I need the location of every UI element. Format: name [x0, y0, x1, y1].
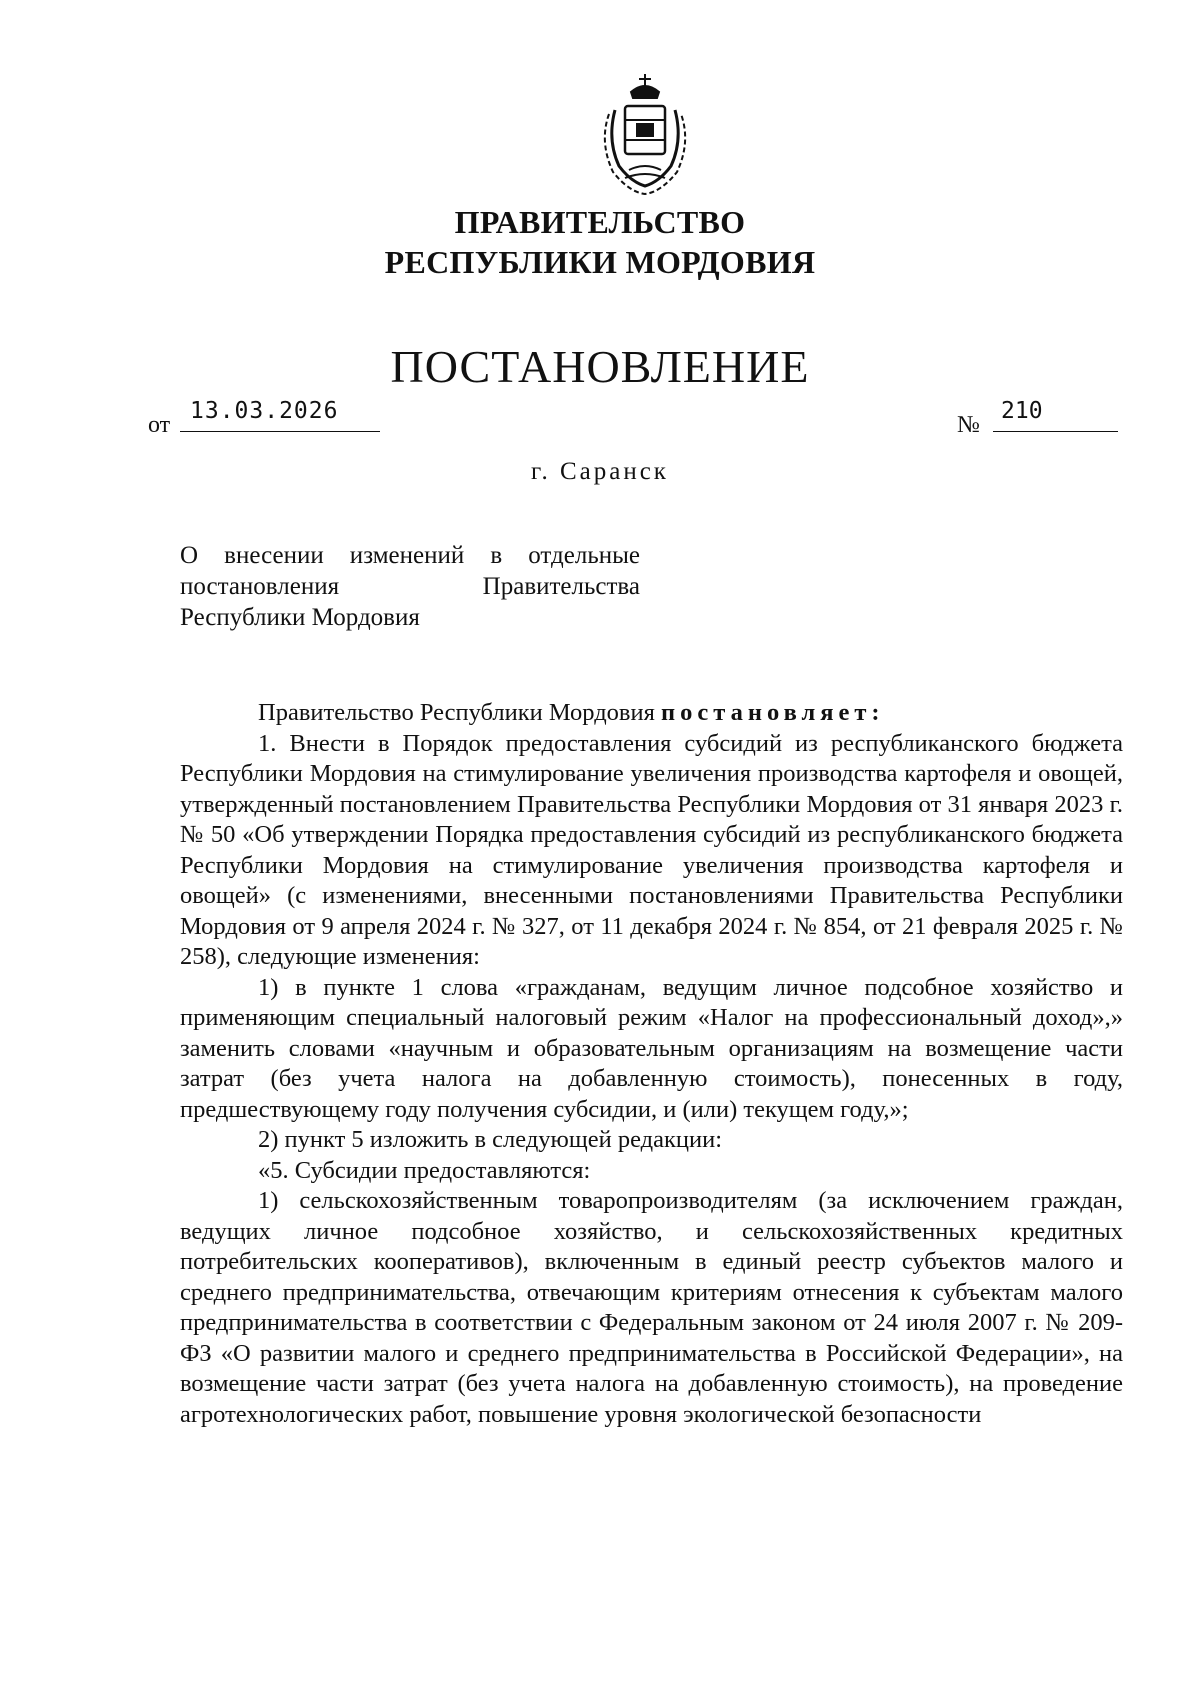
- preamble-text: Правительство Республики Мордовия: [258, 699, 662, 726]
- document-date: 13.03.2026: [180, 398, 380, 432]
- date-label: от: [148, 412, 171, 438]
- preamble-action: постановляет:: [661, 699, 885, 726]
- organization-name-line1: ПРАВИТЕЛЬСТВО: [454, 204, 746, 240]
- document-subject: [180, 540, 640, 633]
- city-location: г. Саранск: [531, 458, 669, 485]
- document-body: [180, 698, 1123, 1430]
- subject-line: постановления Правительства: [180, 573, 640, 600]
- paragraph: 2) пункт 5 изложить в следующей редакции:: [258, 1126, 723, 1153]
- subject-line: О внесении изменений в отдельные: [180, 542, 640, 569]
- document-number: 210: [993, 398, 1118, 432]
- number-label: №: [957, 412, 980, 438]
- preamble: [180, 698, 1123, 729]
- subject-line: Республики Мордовия: [180, 604, 420, 631]
- paragraph: 1) сельскохозяйственным товаропроизводителям (за исключением граждан, ведущих личное подсобное хозяйство, и сельскохозяйственных кредитных потребительских кооперативов), включенным в единый реестр субъектов малого и среднего предпринимательства, отвечающим критериям отнесения к субъектам малого предпринимательства в соответствии с Федеральным законом от 24 июля 2007 г. № 209-ФЗ «О развитии малого и среднего предпринимательства в Российской Федерации», на возмещение части затрат (без учета налога на добавленную стоимость), на проведение агротехнологических работ, повышение уровня экологической безопасности: [180, 1187, 1123, 1428]
- paragraph: 1. Внести в Порядок предоставления субсидий из республиканского бюджета Республики Мордовия на стимулирование увеличения производства картофеля и овощей, утвержденный постановлением Правительства Республики Мордовия от 31 января 2023 г. № 50 «Об утверждении Порядка предоставления субсидий из республиканского бюджета Республики Мордовия на стимулирование увеличения производства картофеля и овощей» (с изменениями, внесенными постановлениями Правительства Республики Мордовия от 9 апреля 2024 г. № 327, от 11 декабря 2024 г. № 854, от 21 февраля 2025 г. № 258), следующие изменения:: [180, 729, 1123, 970]
- organization-name-line2: РЕСПУБЛИКИ МОРДОВИЯ: [384, 244, 816, 280]
- paragraph: 1) в пункте 1 слова «гражданам, ведущим личное подсобное хозяйство и применяющим специальный налоговый режим «Налог на профессиональный доход»,» заменить словами «научным и образовательным организациям на возмещение части затрат (без учета налога на добавленную стоимость), понесенных в году, предшествующему году получения субсидии, и (или) текущем году,»;: [180, 973, 1123, 1123]
- coat-of-arms-emblem: [585, 70, 705, 200]
- document-type-title: ПОСТАНОВЛЕНИЕ: [390, 341, 810, 392]
- paragraph: «5. Субсидии предоставляются:: [258, 1156, 591, 1184]
